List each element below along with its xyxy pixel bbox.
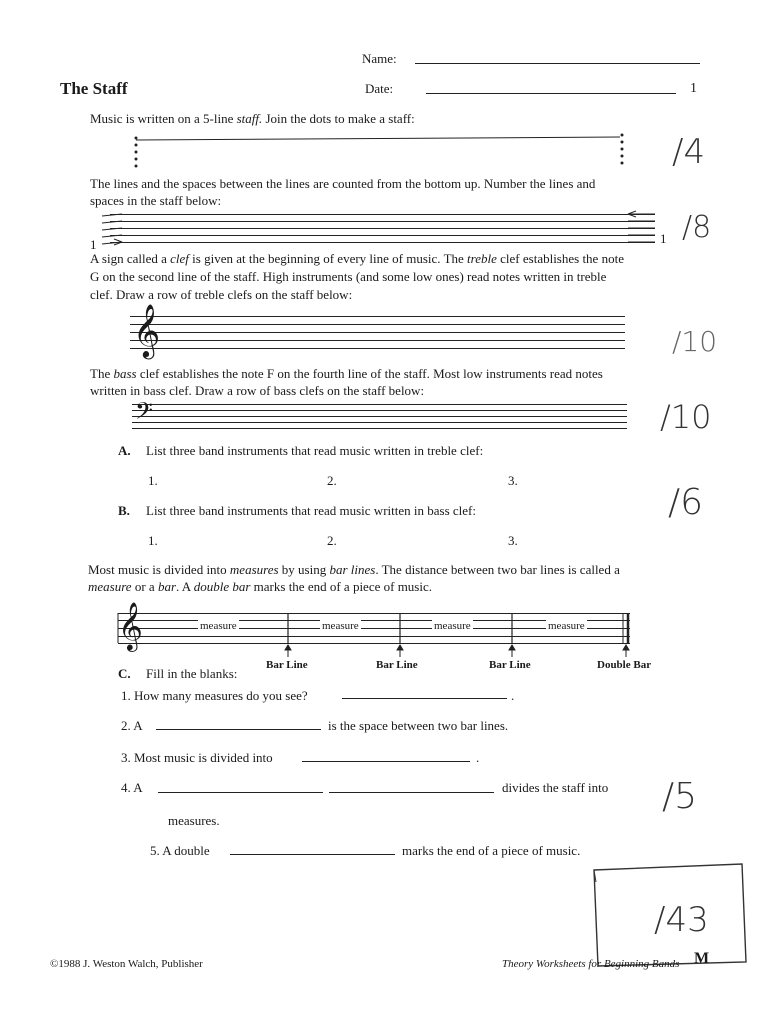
answer-b-3[interactable]: 3. — [508, 533, 518, 548]
footer-book-title: Theory Worksheets for Beginning Bands — [502, 958, 680, 970]
fill-q4-blank-1[interactable] — [158, 792, 323, 793]
measure-label-1: measure — [200, 620, 237, 632]
grade-mark-staff: /4 — [672, 132, 706, 172]
measure-label-4: measure — [548, 620, 585, 632]
question-a-text: List three band instruments that read music written in treble clef: — [146, 443, 484, 458]
double-bar-label: Double Bar — [597, 659, 652, 671]
question-c-title: Fill in the blanks: — [146, 666, 238, 681]
name-label: Name: — [362, 51, 397, 66]
measure-treble-clef-icon: 𝄞 — [118, 601, 143, 650]
answer-b-1[interactable]: 1. — [148, 533, 158, 548]
measure-text-line1: Most music is divided into measures by using bar lines. The distance between two bar lines is called a — [88, 562, 620, 577]
numbered-staff-arrows — [100, 206, 680, 252]
footer-hand-mark: M — [694, 950, 710, 967]
answer-a-3[interactable]: 3. — [508, 473, 518, 488]
bass-clef-icon: 𝄢 — [135, 397, 154, 430]
date-field[interactable] — [426, 93, 676, 94]
fill-q2-end: is the space between two bar lines. — [328, 718, 509, 733]
page-title: The Staff — [60, 79, 128, 98]
measure-label-2: measure — [322, 620, 359, 632]
answer-b-2[interactable]: 2. — [327, 533, 337, 548]
bass-text-line2: written in bass clef. Draw a row of bass clefs on the staff below: — [90, 383, 425, 398]
staff-right-number: 1 — [660, 231, 667, 246]
fill-q3-blank[interactable] — [302, 761, 470, 762]
bar-line-label-3: Bar Line — [489, 659, 531, 671]
total-score: /43 — [654, 900, 709, 940]
fill-q4-blank-2[interactable] — [329, 792, 494, 793]
clef-text-line2: G on the second line of the staff. High instruments (and some low ones) read notes written in treble — [90, 269, 607, 284]
answer-a-1[interactable]: 1. — [148, 473, 158, 488]
fill-q2-start: 2. A — [121, 718, 143, 733]
grade-mark-instruments: /6 — [668, 482, 704, 523]
staff-left-number: 1 — [90, 237, 97, 252]
date-label: Date: — [365, 81, 394, 96]
fill-q5-end: marks the end of a piece of music. — [402, 843, 581, 858]
bass-text-line1: The bass clef establishes the note F on the fourth line of the staff. Most low instruments read notes — [90, 366, 603, 381]
grade-mark-numbers: /8 — [682, 210, 712, 245]
answer-a-2[interactable]: 2. — [327, 473, 337, 488]
fill-q2-blank[interactable] — [156, 729, 321, 730]
dot-staff-exercise[interactable] — [130, 132, 630, 170]
question-c-letter: C. — [118, 666, 131, 681]
measure-label-3: measure — [434, 620, 471, 632]
fill-q1-blank[interactable] — [342, 698, 507, 699]
fill-q4-middle: divides the staff into — [502, 780, 609, 795]
fill-q1-end: . — [511, 688, 515, 703]
clef-text-line1: A sign called a clef is given at the beginning of every line of music. The treble clef establishes the note — [90, 251, 624, 266]
counting-text-line1: The lines and the spaces between the lines are counted from the bottom up. Number the lines and — [90, 176, 596, 191]
staff-intro-text: Music is written on a 5-line staff. Join the dots to make a staff: — [90, 111, 415, 126]
clef-text-line3: clef. Draw a row of treble clefs on the staff below: — [90, 287, 353, 302]
question-b-letter: B. — [118, 503, 130, 518]
fill-q4-start: 4. A — [121, 780, 143, 795]
fill-q1-text: 1. How many measures do you see? — [121, 688, 308, 703]
grade-mark-treble: /10 — [672, 325, 718, 358]
treble-clef-icon: 𝄞 — [133, 303, 161, 357]
question-b-text: List three band instruments that read music written in bass clef: — [146, 503, 476, 518]
fill-q5-start: 5. A double — [150, 843, 210, 858]
footer-copyright: ©1988 J. Weston Walch, Publisher — [50, 958, 203, 970]
name-field[interactable] — [415, 63, 700, 64]
measure-text-line2: measure or a bar. A double bar marks the end of a piece of music. — [88, 579, 432, 594]
grade-mark-bass: /10 — [660, 398, 712, 436]
page-number: 1 — [690, 81, 697, 96]
fill-q3-text: 3. Most music is divided into — [121, 750, 273, 765]
bar-line-label-1: Bar Line — [266, 659, 308, 671]
fill-q3-end: . — [476, 750, 480, 765]
fill-q4-end: measures. — [168, 813, 220, 828]
grade-mark-fill-blanks: /5 — [662, 776, 698, 817]
bar-line-label-2: Bar Line — [376, 659, 418, 671]
counting-text-line2: spaces in the staff below: — [90, 193, 222, 208]
fill-q5-blank[interactable] — [230, 854, 395, 855]
question-a-letter: A. — [118, 443, 131, 458]
